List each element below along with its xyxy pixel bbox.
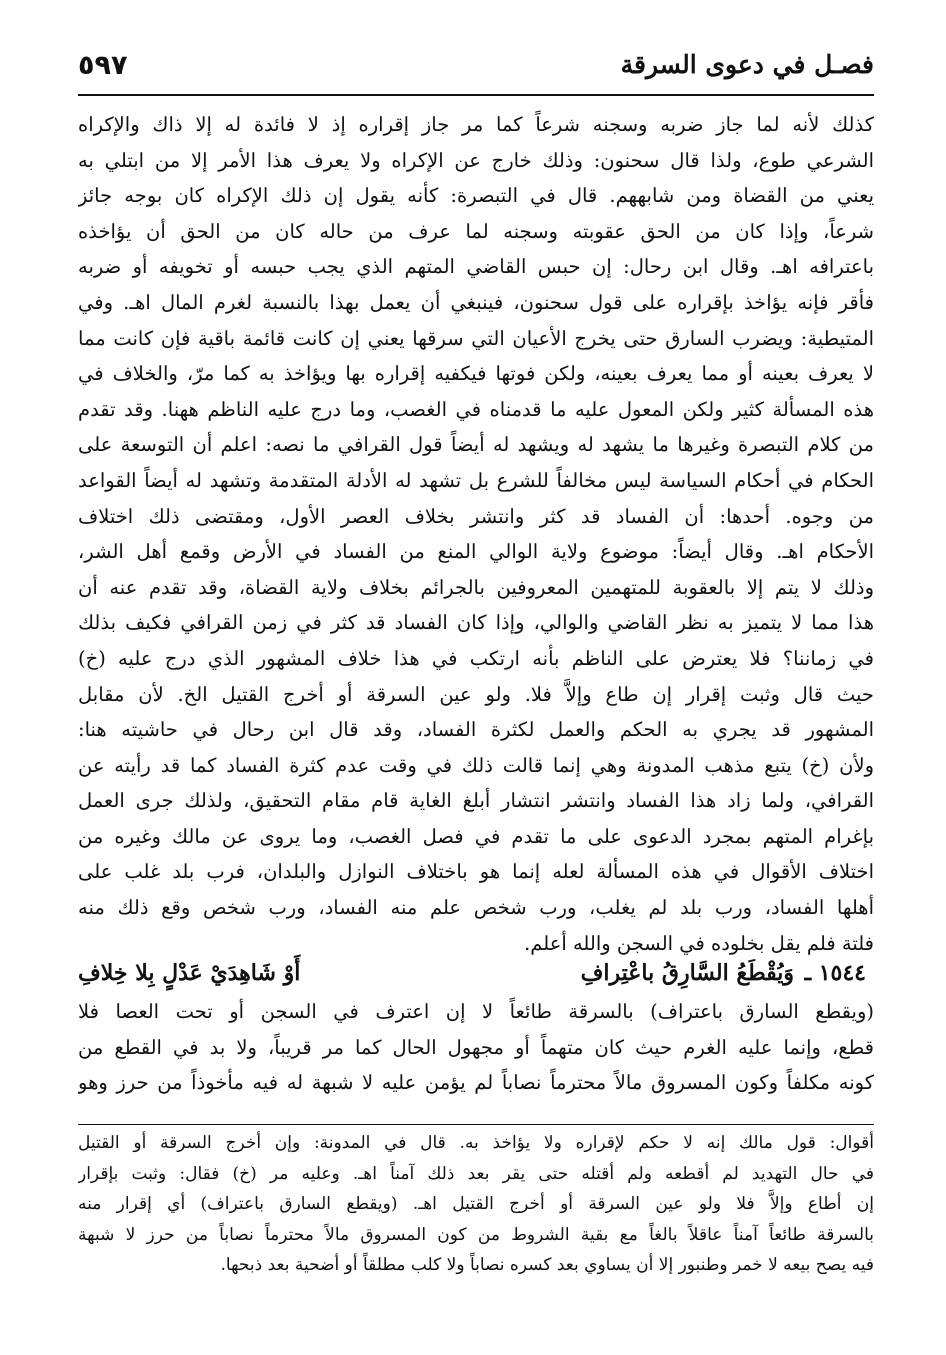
verse-commentary bbox=[78, 994, 874, 1101]
text-line: في زماننا؟ فلا يعترض على الناظم بأنه ارتكب في هذا خلاف المشهور الذي درج عليه (خ) bbox=[78, 646, 874, 670]
text-line: الأحكام اهـ. وقال أيضاً: موضوع ولاية الوالي المنع من الفساد في الأرض وقمع أهل الشر، bbox=[78, 540, 874, 564]
text-line: المشهور قد يجري به الحكم والعمل لكثرة الفساد، وقد قال ابن رحال في حاشيته هنا: bbox=[78, 718, 874, 742]
running-title: فصـل في دعوى السرقة bbox=[620, 50, 874, 79]
text-line: فأقر فإنه يؤاخذ بإقراره على قول سحنون، فينبغي أن يعمل بهذا بالنسبة لغرم المال اهـ. وفي bbox=[78, 290, 874, 314]
commentary-line: كونه مكلفاً وكون المسروق مالاً محترماً نصاباً لم يؤمن عليه لا شبهة له فيه مأخوذاً من حرز وهو bbox=[78, 1071, 874, 1095]
commentary-line: (ويقطع السارق باعتراف) بالسرقة طائعاً لا إن اعترف في السجن أو تحت العصا فلا bbox=[78, 1000, 874, 1023]
text-line: لا يعرف بعينه أو مما يعرف بعينه، ولكن فوتها فيكفيه إقراره بها ويؤاخذ به كما مرّ، والخلاف في bbox=[78, 362, 874, 386]
footnote-rule bbox=[78, 1124, 874, 1125]
text-line: فلتة فلم يقل بخلوده في السجن والله أعلم. bbox=[524, 931, 874, 955]
text-line: من كلام التبصرة وغيرها ما يشهد له ويشهد له أيضاً قول القرافي ما نصه: اعلم أن التوسعة على bbox=[78, 433, 874, 457]
verse-first-hemistich: وَيُقْطَعُ السَّارِقُ باعْتِرافِ bbox=[580, 960, 794, 986]
text-line: يعني من القضاة ومن شابههم. قال في التبصرة: كأنه يقول إن ذلك الإكراه كان بوجه جائز bbox=[78, 184, 874, 208]
footnotes bbox=[78, 1128, 874, 1281]
verse-second-hemistich: أَوْ شَاهِدَيْ عَدْلٍ بِلا خِلافِ bbox=[78, 960, 301, 986]
text-line: اختلاف الأقوال في هذه المسألة لعله إنما هو باختلاف النوازل والبلدان، فرب بلد غلب على bbox=[78, 860, 874, 884]
text-line: الحكام في أحكام السياسة ليس مخالفاً للشرع بل تشهد له الأدلة المتقدمة وتشهد له أيضاً القواعد bbox=[78, 468, 874, 492]
text-line: هذه المسألة كثير ولكن المعول عليه ما قدمناه في الغصب، وما درج عليه الناظم ههنا. وقد تقدم bbox=[78, 397, 874, 421]
text-line: المتيطية: ويضرب السارق حتى يخرج الأعيان التي سرقها يعني إن كانت قائمة باقية فإن كانت مما bbox=[78, 326, 874, 350]
footnote-line: إن أطاع وإلاَّ فلا ولو عين السرقة أو أخرج القتيل اهـ. (ويقطع السارق باعتراف) أي إقرار منه bbox=[78, 1194, 874, 1214]
text-line: كذلك لأنه لما جاز ضربه وسجنه شرعاً كما مر جاز إقراره إذ لا فائدة له إلا ذاك والإكراه bbox=[78, 113, 874, 136]
footnote-line: بالسرقة طائعاً آمناً عاقلاً بالغاً مع بقية الشروط من كون المسروق مالاً محترماً نصاباً من حرز لا شبهة bbox=[78, 1224, 874, 1245]
footnote-line: في حال التهديد لم أقطعه ولم أقتله حتى يقر بعد ذلك آمناً اهـ. وعليه مر (خ) فقال: وثبت بإقرار bbox=[78, 1163, 874, 1184]
text-line: وذلك لا يتم إلا بالعقوبة للمتهمين المعروفين بالجرائم بخلاف ولاية القضاة، وقد تقدم عنه أن bbox=[78, 575, 874, 599]
text-line: هذا مما لا يتميز به نظر القاضي والوالي، وإذا كان الفساد قد كثر في زمن القرافي فكيف بذلك bbox=[78, 611, 874, 635]
verse-number: ١٥٤٤ ـ bbox=[804, 960, 866, 986]
footnote-line: فيه يصح بيعه لا خمر وطنبور إلا أن يساوي بعد كسره نصاباً ولا كلب مطلقاً أو أضحية بعد ذبحها. bbox=[220, 1255, 874, 1275]
text-line: ولأن (خ) يتبع مذهب المدونة وهي إنما قالت ذلك في وقت عدم كثرة الفساد كما قد رأيته عن bbox=[78, 753, 874, 777]
commentary-line: قطع، وإنما عليه الغرم حيث كان متهماً أو مجهول الحال كما مر قريباً، ولا بد في القطع من bbox=[78, 1035, 874, 1059]
text-line: بإغرام المتهم بمجرد الدعوى على ما تقدم في فصل الغصب، وما يروى عن مالك وغيره من bbox=[78, 824, 874, 848]
text-line: باعترافه اهـ. وقال ابن رحال: إن حبس القاضي المتهم الذي يجب حبسه أو تخويفه أو ضربه bbox=[78, 255, 874, 279]
main-text bbox=[78, 107, 874, 961]
text-line: القرافي، ولما زاد هذا الفساد وانتشر انتشار أبلغ الغاية قام مقام التحقيق، ولذلك جرى العمل bbox=[78, 789, 874, 813]
verse-line bbox=[78, 953, 874, 993]
page-number: ٥٩٧ bbox=[78, 50, 128, 81]
text-line: الشرعي طوع، ولذا قال سحنون: وذلك خارج عن الإكراه ولا يعرف هذا الأمر إلا من ابتلي به bbox=[78, 148, 874, 172]
text-line: أهلها الفساد، ورب بلد لم يغلب، ورب شخص علم منه الفساد، ورب شخص وقع ذلك منه bbox=[78, 896, 874, 920]
text-line: حيث قال وثبت إقرار إن طاع وإلاَّ فلا. ولو عين السرقة أو أخرج القتيل الخ. لأن مقابل bbox=[78, 682, 874, 706]
text-line: من وجوه. أحدها: أن الفساد قد كثر وانتشر بخلاف العصر الأول، ومقتضى ذلك اختلاف bbox=[78, 504, 874, 528]
text-line: شرعاً، وإذا كان من الحق عقوبته وسجنه لما عرف من حاله كان من الحق أن يؤاخذه bbox=[78, 219, 874, 243]
footnote-line: أقوال: قول مالك إنه لا حكم لإقراره ولا يؤاخذ به. قال في المدونة: وإن أخرج السرقة أو القتيل bbox=[78, 1133, 874, 1153]
page-header bbox=[78, 48, 874, 88]
header-rule bbox=[78, 94, 874, 96]
